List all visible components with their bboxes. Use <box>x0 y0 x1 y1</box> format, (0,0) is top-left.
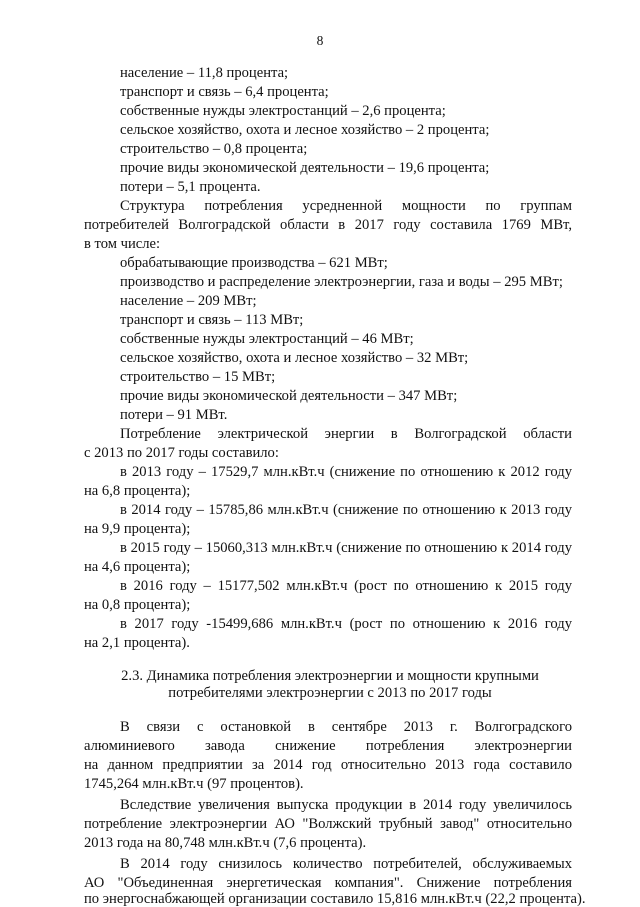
list-item: сельское хозяйство, охота и лесное хозяйство – 32 МВт; <box>120 350 469 366</box>
paragraph-line: Вследствие увеличения выпуска продукции в 2014 году увеличилось <box>120 797 572 813</box>
paragraph-line: по энергоснабжающей организации составило 15,816 млн.кВт.ч (22,2 процента). <box>84 891 586 907</box>
year-line: в 2016 году – 15177,502 млн.кВт.ч (рост по отношению к 2015 году <box>120 578 572 594</box>
year-line: в 2013 году – 17529,7 млн.кВт.ч (снижение по отношению к 2012 году <box>120 464 572 480</box>
list-item: потери – 91 МВт. <box>120 407 228 423</box>
section-heading: 2.3. Динамика потребления электроэнергии и мощности крупными <box>121 668 539 684</box>
year-line: на 9,9 процента); <box>84 521 191 537</box>
year-line: на 4,6 процента); <box>84 559 191 575</box>
paragraph-line: алюминиевого завода снижение потребления электроэнергии <box>84 738 572 754</box>
list-item: прочие виды экономической деятельности – 347 МВт; <box>120 388 458 404</box>
list-item: строительство – 0,8 процента; <box>120 141 308 157</box>
list-item: производство и распределение электроэнергии, газа и воды – 295 МВт; <box>120 274 563 290</box>
paragraph-line: АО "Объединенная энергетическая компания". Снижение потребления <box>84 875 572 891</box>
paragraph-line: Потребление электрической энергии в Волгоградской области <box>120 426 572 442</box>
year-line: на 6,8 процента); <box>84 483 191 499</box>
list-item: потери – 5,1 процента. <box>120 179 261 195</box>
year-line: в 2015 году – 15060,313 млн.кВт.ч (снижение по отношению к 2014 году <box>120 540 572 556</box>
paragraph-line: 1745,264 млн.кВт.ч (97 процентов). <box>84 776 304 792</box>
list-item: транспорт и связь – 6,4 процента; <box>120 84 329 100</box>
paragraph-line: В 2014 году снизилось количество потребителей, обслуживаемых <box>120 856 572 872</box>
list-item: собственные нужды электростанций – 2,6 процента; <box>120 103 446 119</box>
paragraph-line: потребление электроэнергии АО "Волжский трубный завод" относительно <box>84 816 572 832</box>
list-item: прочие виды экономической деятельности – 19,6 процента; <box>120 160 490 176</box>
list-item: сельское хозяйство, охота и лесное хозяйство – 2 процента; <box>120 122 490 138</box>
paragraph-line: В связи с остановкой в сентябре 2013 г. Волгоградского <box>120 719 572 735</box>
paragraph-line: потребителей Волгоградской области в 2017 году составила 1769 МВт, <box>84 217 572 233</box>
year-line: в 2014 году – 15785,86 млн.кВт.ч (снижение по отношению к 2013 году <box>120 502 572 518</box>
list-item: население – 11,8 процента; <box>120 65 289 81</box>
year-line: на 2,1 процента). <box>84 635 190 651</box>
paragraph-line: Структура потребления усредненной мощности по группам <box>120 198 572 214</box>
paragraph-line: на данном предприятии за 2014 год относительно 2013 года составило <box>84 757 572 773</box>
section-heading: потребителями электроэнергии с 2013 по 2017 годы <box>168 685 492 701</box>
paragraph-line: 2013 года на 80,748 млн.кВт.ч (7,6 процента). <box>84 835 367 851</box>
list-item: транспорт и связь – 113 МВт; <box>120 312 304 328</box>
list-item: строительство – 15 МВт; <box>120 369 276 385</box>
list-item: население – 209 МВт; <box>120 293 257 309</box>
paragraph-line: с 2013 по 2017 годы составило: <box>84 445 279 461</box>
page-number: 8 <box>316 33 324 48</box>
year-line: на 0,8 процента); <box>84 597 191 613</box>
year-line: в 2017 году -15499,686 млн.кВт.ч (рост по отношению к 2016 году <box>120 616 572 632</box>
list-item: обрабатывающие производства – 621 МВт; <box>120 255 388 271</box>
list-item: собственные нужды электростанций – 46 МВт; <box>120 331 414 347</box>
paragraph-line: в том числе: <box>84 236 161 252</box>
